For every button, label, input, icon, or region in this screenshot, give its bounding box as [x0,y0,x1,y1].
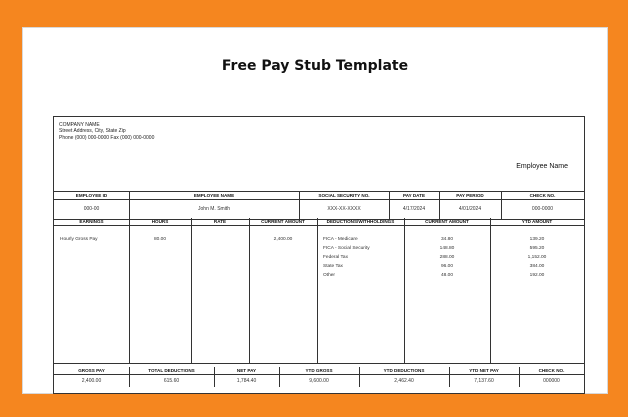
deduction-ytd: 595.20 [529,246,545,251]
info-header: PAY DATE [389,192,439,200]
total-cell [449,367,520,387]
total-cell [359,367,450,387]
info-value: John M. Smith [198,206,230,212]
total-header: CHECK NO. [519,367,584,375]
column-header: DEDUCTIONS/WITHHOLDINGS [317,218,404,226]
total-value: 2,400.00 [81,378,102,384]
employee-name-label: Employee Name [516,163,568,170]
info-value: 4/17/2024 [402,206,426,212]
column-header: HOURS [129,218,191,226]
total-value: 9,600.00 [309,378,329,384]
column-header: RATE [191,218,249,226]
company-phone: Phone (000) 000-0000 Fax (000) 000-0000 [59,134,155,141]
info-value: 000-0000 [531,206,554,212]
company-name: COMPANY NAME [59,122,100,128]
info-cell [299,192,390,219]
deductions-column [317,218,405,363]
total-cell [214,367,280,387]
info-band [54,191,584,220]
total-header: YTD NET PAY [449,367,519,375]
deduction-item: Other [323,273,335,278]
total-value: 000000 [543,378,560,384]
deduction-item: FICA - Social Security [323,246,370,251]
deduction-ytd: 139.20 [529,237,545,242]
deduction-item: FICA - Medicare [323,237,358,242]
earnings-column [54,218,130,363]
total-header: GROSS PAY [54,367,129,375]
info-cell [501,192,584,219]
deduction-ytd: 192.00 [529,273,545,278]
rate-column [191,218,250,363]
deduction-current: 96.00 [440,264,453,269]
company-address: Street Address, City, State Zip [59,128,126,135]
deduction-current-column [404,218,491,363]
column-header: YTD AMOUNT [490,218,584,226]
deduction-item: Federal Tax [323,255,348,260]
column-header: CURRENT AMOUNT [404,218,490,226]
hours-column [129,218,192,363]
deduction-current: 48.00 [440,273,453,278]
total-header: TOTAL DEDUCTIONS [129,367,214,375]
pay-stub [53,116,585,394]
deduction-current: 288.00 [439,255,455,260]
total-value: 615.60 [163,378,180,384]
document-title: Free Pay Stub Template [221,58,409,74]
document-page [22,27,608,394]
earning-hours: 80.00 [153,237,166,242]
deduction-ytd-column [490,218,584,363]
total-cell [129,367,215,387]
info-cell [439,192,502,219]
total-header: YTD DEDUCTIONS [359,367,449,375]
info-value: 4/01/2024 [458,206,482,212]
total-header: YTD GROSS [279,367,359,375]
info-header: PAY PERIOD [439,192,501,200]
info-header: EMPLOYEE ID [54,192,129,200]
deduction-current: 34.80 [440,237,453,242]
deduction-current: 148.80 [439,246,455,251]
total-value: 7,137.60 [474,378,494,384]
total-cell [54,367,130,387]
totals-band [54,363,584,392]
info-value: 000-00 [83,206,100,212]
earning-description: Hourly Gross Pay [60,237,98,242]
company-info [59,122,154,141]
current-amount-column [249,218,318,363]
info-header: EMPLOYEE NAME [129,192,299,200]
info-value: XXX-XX-XXXX [327,206,361,212]
deduction-item: State Tax [323,264,343,269]
column-header: EARNINGS [54,218,129,226]
total-header: NET PAY [214,367,279,375]
deduction-ytd: 384.00 [529,264,545,269]
deduction-ytd: 1,152.00 [527,255,547,260]
total-cell [279,367,360,387]
earning-current-amount: 2,400.00 [273,237,293,242]
total-cell [519,367,584,387]
total-value: 1,784.40 [236,378,257,384]
total-value: 2,462.40 [394,378,414,384]
column-header: CURRENT AMOUNT [249,218,317,226]
info-header: SOCIAL SECURITY NO. [299,192,389,200]
info-cell [389,192,440,219]
info-cell [129,192,300,219]
earnings-section [54,218,584,363]
info-cell [54,192,130,219]
info-header: CHECK NO. [501,192,584,200]
